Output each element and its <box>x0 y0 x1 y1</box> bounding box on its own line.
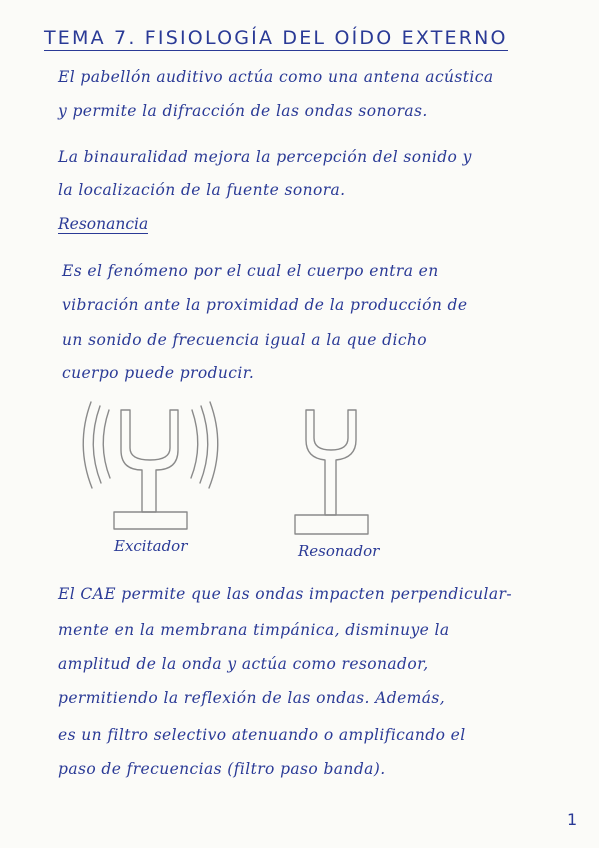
vibration-wave-left <box>103 410 110 478</box>
page-title: TEMA 7. FISIOLOGÍA DEL OÍDO EXTERNO <box>44 27 508 49</box>
vibration-wave-right <box>191 410 198 478</box>
paragraph-line: Es el fenómeno por el cual el cuerpo entra en <box>62 262 439 280</box>
paragraph-line: un sonido de frecuencia igual a la que dicho <box>62 331 428 349</box>
vibration-wave-left <box>93 406 101 483</box>
paragraph-line: permitiendo la reflexión de las ondas. Además, <box>58 689 446 707</box>
exciter-base <box>114 512 187 529</box>
vibration-wave-left <box>83 402 92 488</box>
paragraph-line: vibración ante la proximidad de la producción de <box>62 296 468 314</box>
vibration-wave-right <box>209 402 218 488</box>
exciter-label: Excitador <box>114 537 188 555</box>
paragraph-line: la localización de la fuente sonora. <box>58 181 346 199</box>
vibration-wave-right <box>200 406 208 483</box>
paragraph-line: El CAE permite que las ondas impacten perpendicular- <box>58 585 513 603</box>
exciter-fork-outline <box>121 410 178 512</box>
page-number: 1 <box>567 810 578 829</box>
paragraph-line: amplitud de la onda y actúa como resonador, <box>58 655 429 673</box>
paragraph-line: es un filtro selectivo atenuando o amplificando el <box>58 726 466 744</box>
paragraph-line: paso de frecuencias (filtro paso banda). <box>58 760 386 778</box>
section-heading: Resonancia <box>58 215 149 233</box>
paragraph-line: El pabellón auditivo actúa como una antena acústica <box>58 68 494 86</box>
resonator-base <box>295 515 368 534</box>
resonator-fork-outline <box>306 410 356 515</box>
paragraph-line: mente en la membrana timpánica, disminuye la <box>58 621 450 639</box>
paragraph-line: La binauralidad mejora la percepción del sonido y <box>58 148 472 166</box>
paragraph-line: y permite la difracción de las ondas sonoras. <box>58 102 428 120</box>
paragraph-line: cuerpo puede producir. <box>62 364 255 382</box>
resonator-label: Resonador <box>298 542 380 560</box>
